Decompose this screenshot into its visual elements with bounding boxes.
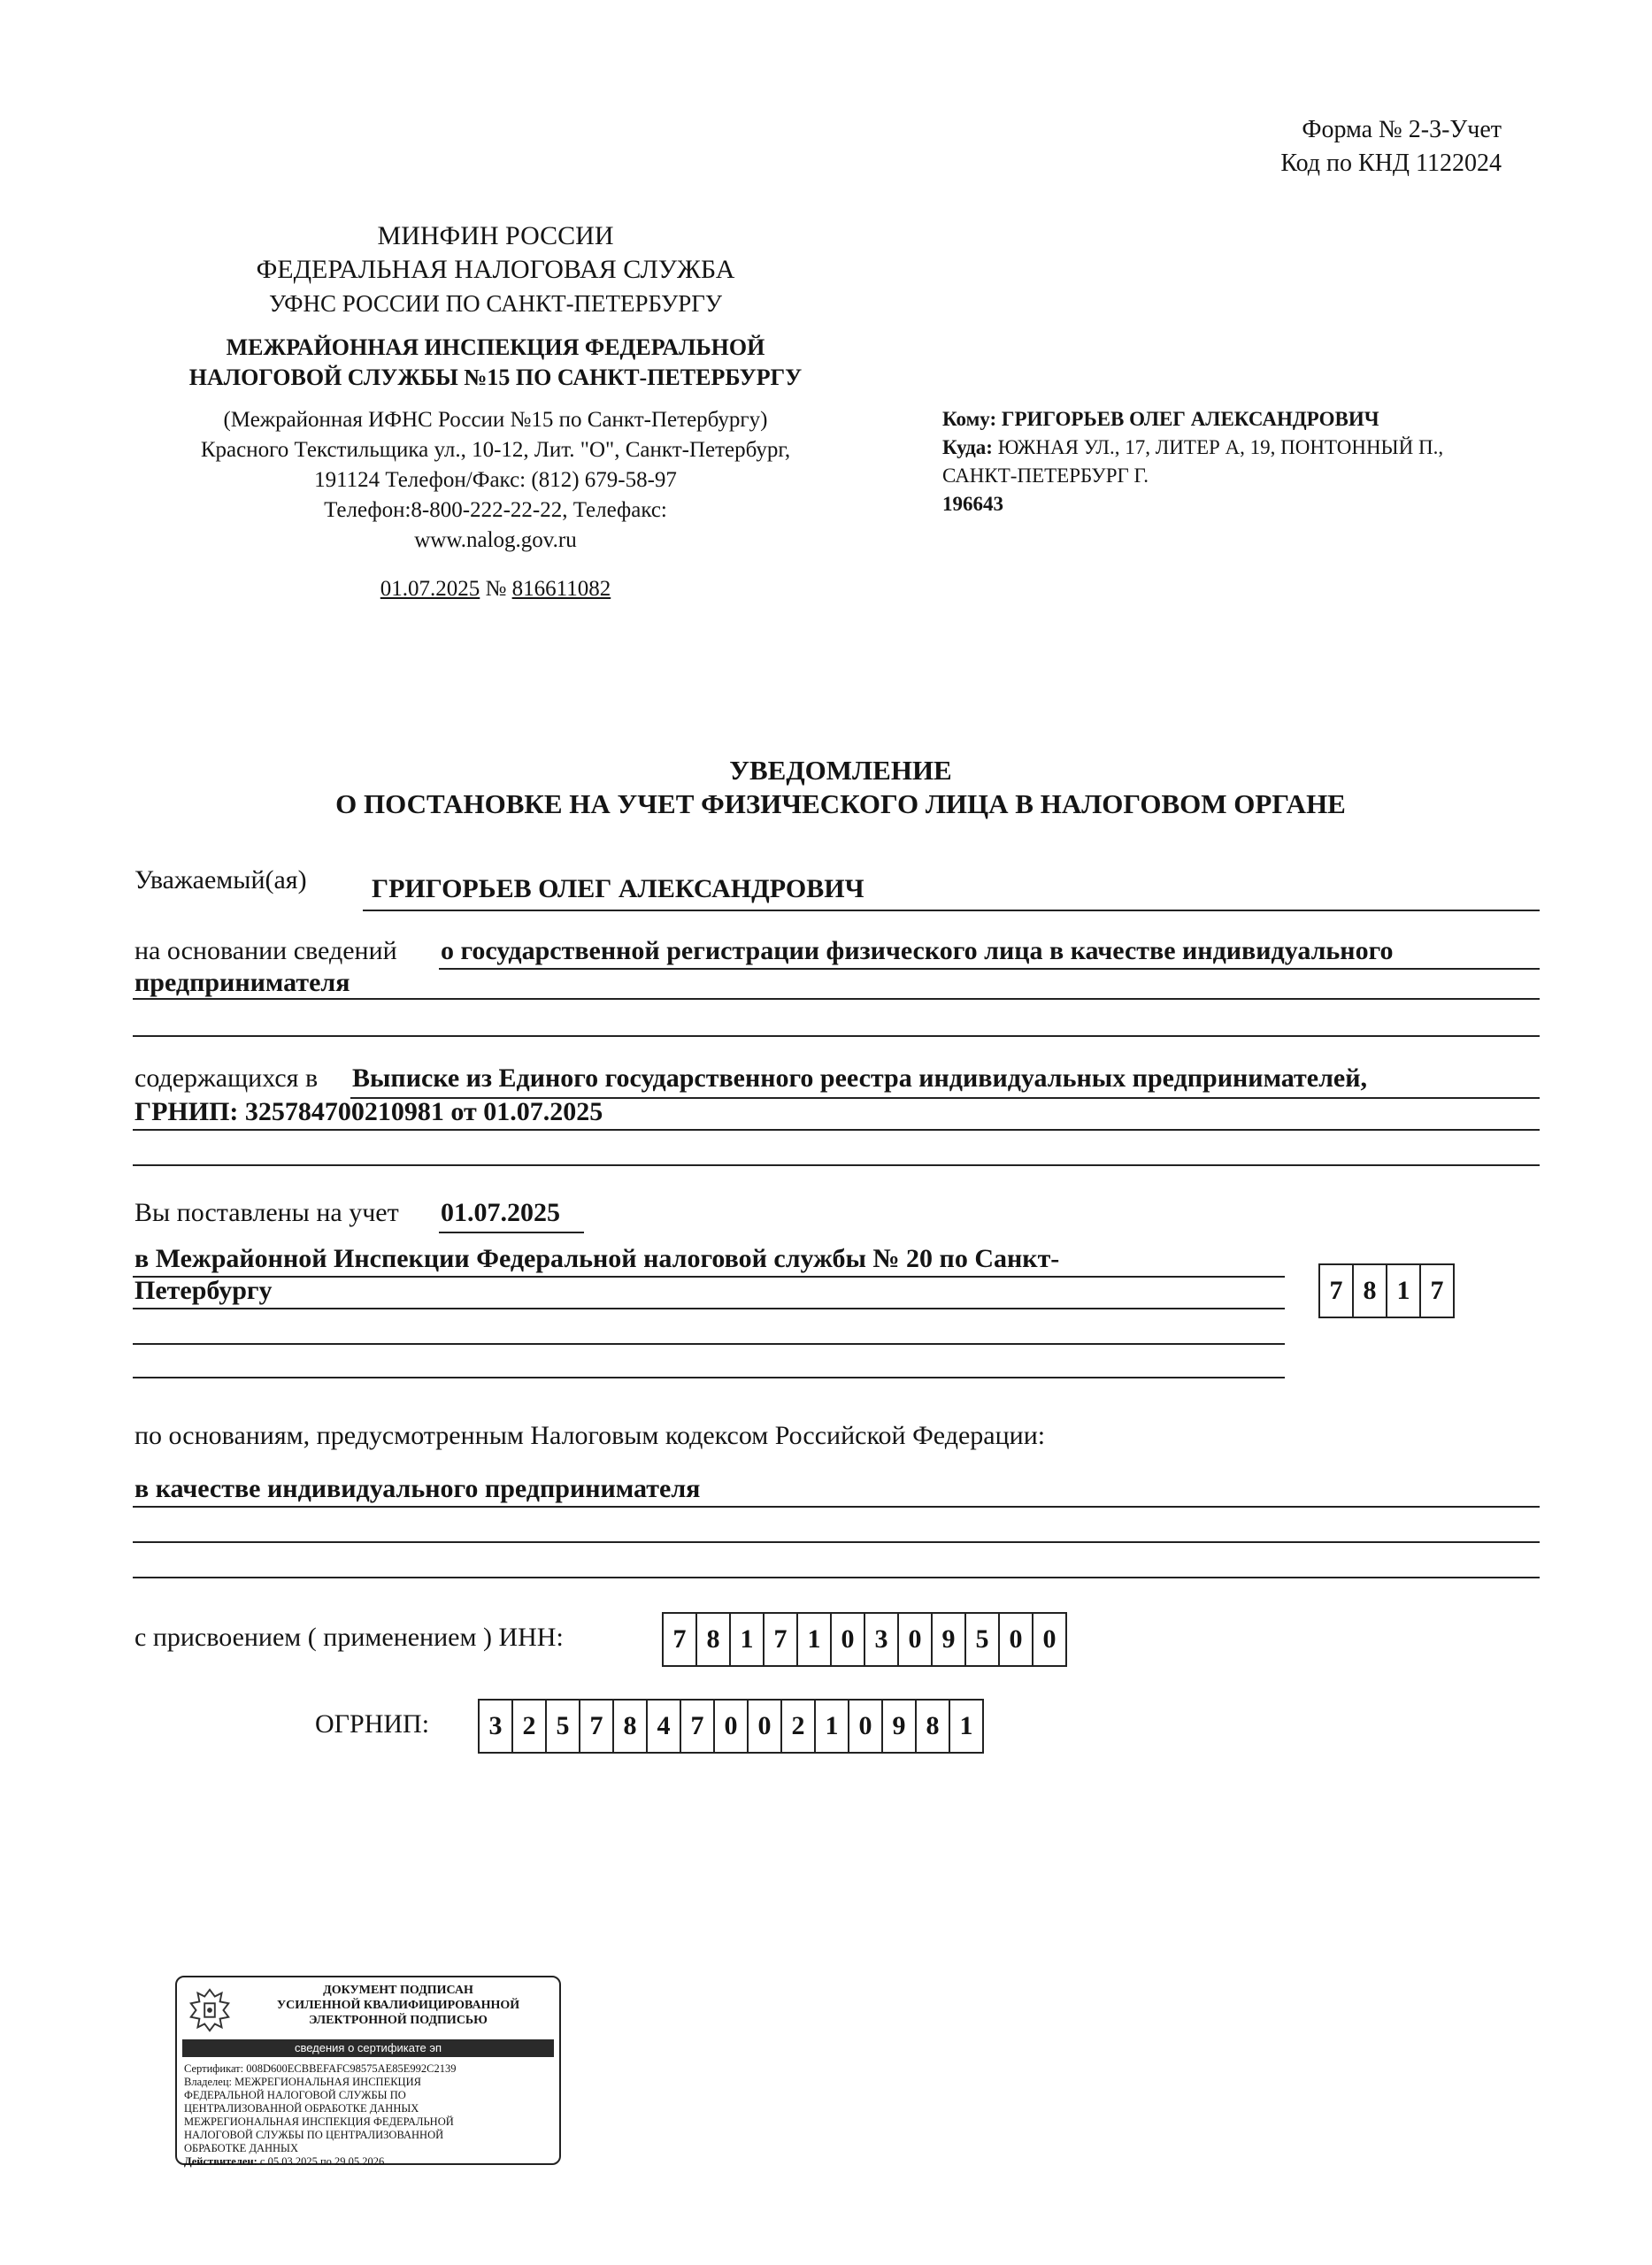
inn-digit: 7 — [763, 1614, 796, 1665]
ogrnip-digit: 0 — [848, 1701, 881, 1752]
inspection-underline3 — [133, 1343, 1285, 1345]
ogrnip-digit: 7 — [680, 1701, 713, 1752]
form-number: Форма № 2-3-Учет — [1302, 116, 1502, 143]
website: www.nalog.gov.ru — [414, 528, 577, 552]
inspection-name-line2: НАЛОГОВОЙ СЛУЖБЫ №15 ПО САНКТ-ПЕТЕРБУРГУ — [188, 365, 803, 390]
basis-underline1 — [439, 968, 1540, 970]
recipient-postcode: 196643 — [942, 493, 1003, 515]
ogrnip-digit: 2 — [511, 1701, 545, 1752]
owner-line1: МЕЖРЕГИОНАЛЬНАЯ ИНСПЕКЦИЯ — [234, 2076, 421, 2088]
inn-digit: 1 — [729, 1614, 763, 1665]
electronic-signature-stamp — [175, 1976, 561, 2168]
valid-label: Действителен: — [184, 2155, 257, 2168]
where-label: Куда: — [942, 436, 993, 458]
address-line2: Красного Текстильщика ул., 10-12, Лит. "О", Санкт-Петербург, — [200, 438, 791, 462]
ogrnip-digit: 0 — [713, 1701, 747, 1752]
inn-digit: 7 — [672, 1624, 687, 1654]
inn-digit: 0 — [897, 1614, 931, 1665]
ministry-name: МИНФИН РОССИИ — [377, 221, 614, 250]
ogrnip-digit: 9 — [881, 1701, 915, 1752]
title-line2: О ПОСТАНОВКЕ НА УЧЕТ ФИЗИЧЕСКОГО ЛИЦА В НАЛОГОВОМ ОРГАНЕ — [335, 788, 1346, 819]
inn-digit: 0 — [1032, 1614, 1065, 1665]
ogrnip-boxes — [478, 1699, 984, 1754]
owner-label: Владелец: — [184, 2076, 232, 2088]
contained-value-line2: ГРНИП: 325784700210981 от 01.07.2025 — [134, 1097, 603, 1126]
owner-line3: ЦЕНТРАЛИЗОВАННОЙ ОБРАБОТКЕ ДАННЫХ — [184, 2102, 419, 2115]
greeting-name: ГРИГОРЬЕВ ОЛЕГ АЛЕКСАНДРОВИЧ — [372, 874, 864, 903]
ogrnip-digit: 3 — [488, 1711, 503, 1740]
knd-code: Код по КНД 1122024 — [1280, 150, 1502, 177]
inspection-underline2 — [133, 1308, 1285, 1309]
grounds-underline3 — [133, 1577, 1540, 1578]
inspection-underline4 — [133, 1377, 1285, 1378]
ogrnip-digit: 1 — [814, 1701, 848, 1752]
grounds-underline1 — [133, 1506, 1540, 1508]
title-line1: УВЕДОМЛЕНИЕ — [729, 755, 952, 786]
registered-date-underline — [439, 1232, 584, 1233]
valid-value: с 05.03.2025 по 29.05.2026 — [259, 2155, 385, 2168]
basis-value-line1: о государственной регистрации физического лица в качестве индивидуального — [441, 936, 1394, 965]
recipient-address-line1: ЮЖНАЯ УЛ., 17, ЛИТЕР А, 19, ПОНТОННЫЙ П., — [997, 436, 1444, 458]
ogrnip-digit: 2 — [780, 1701, 814, 1752]
cert-value: 008D600ECBBEFAFC98575AE85E992C2139 — [246, 2062, 457, 2075]
registered-label: Вы поставлены на учет — [134, 1198, 399, 1227]
greeting-underline — [363, 910, 1540, 911]
stamp-heading-line1: ДОКУМЕНТ ПОДПИСАН — [323, 1984, 473, 1997]
form-identifier — [1280, 113, 1502, 180]
owner-line2: ФЕДЕРАЛЬНОЙ НАЛОГОВОЙ СЛУЖБЫ ПО — [184, 2089, 406, 2101]
owner-line6: ОБРАБОТКЕ ДАННЫХ — [184, 2142, 298, 2154]
inn-digit: 3 — [864, 1614, 897, 1665]
recipient-block — [942, 405, 1518, 518]
inspection-line1: в Межрайонной Инспекции Федеральной налоговой службы № 20 по Санкт- — [134, 1244, 1060, 1273]
ogrnip-label: ОГРНИП: — [315, 1709, 430, 1739]
certificate-details — [184, 2062, 556, 2169]
cert-label: Сертификат: — [184, 2062, 244, 2075]
inspection-code-boxes — [1318, 1263, 1455, 1318]
inn-boxes — [662, 1612, 1067, 1667]
grounds-value: в качестве индивидуального предпринимателя — [134, 1474, 701, 1503]
address-line4: Телефон:8-800-222-22-22, Телефакс: — [324, 498, 667, 522]
owner-line4: МЕЖРЕГИОНАЛЬНАЯ ИНСПЕКЦИЯ ФЕДЕРАЛЬНОЙ — [184, 2115, 454, 2128]
recipient-name: ГРИГОРЬЕВ ОЛЕГ АЛЕКСАНДРОВИЧ — [1001, 408, 1379, 430]
grounds-label: по основаниям, предусмотренным Налоговым кодексом Российской Федерации: — [134, 1421, 1046, 1450]
ogrnip-digit: 5 — [545, 1701, 579, 1752]
inn-label: с присвоением ( применением ) ИНН: — [134, 1623, 564, 1652]
inn-digit: 5 — [964, 1614, 998, 1665]
inn-digit: 9 — [931, 1614, 964, 1665]
contained-value-line1: Выписке из Единого государственного реестра индивидуальных предпринимателей, — [352, 1063, 1368, 1093]
code-digit: 1 — [1386, 1265, 1419, 1317]
inn-digit: 0 — [830, 1614, 864, 1665]
ogrnip-digit: 0 — [747, 1701, 780, 1752]
greeting-label: Уважаемый(ая) — [134, 865, 307, 894]
basis-value-line2: предпринимателя — [134, 968, 350, 997]
inn-digit: 0 — [998, 1614, 1032, 1665]
service-name: ФЕДЕРАЛЬНАЯ НАЛОГОВАЯ СЛУЖБА — [256, 255, 735, 284]
regional-office: УФНС РОССИИ ПО САНКТ-ПЕТЕРБУРГУ — [269, 290, 722, 317]
outgoing-number — [133, 577, 858, 602]
code-digit: 7 — [1419, 1265, 1453, 1317]
owner-line5: НАЛОГОВОЙ СЛУЖБЫ ПО ЦЕНТРАЛИЗОВАННОЙ — [184, 2129, 444, 2141]
coat-of-arms-icon — [184, 1985, 235, 2036]
stamp-heading-line3: ЭЛЕКТРОННОЙ ПОДПИСЬЮ — [309, 2014, 488, 2027]
ogrnip-digit: 8 — [612, 1701, 646, 1752]
address-line3: 191124 Телефон/Факс: (812) 679-58-97 — [314, 468, 677, 492]
contained-underline3 — [133, 1164, 1540, 1166]
code-digit: 7 — [1329, 1276, 1343, 1305]
ogrnip-digit: 4 — [646, 1701, 680, 1752]
number-sign: № — [485, 577, 507, 601]
contained-underline2 — [133, 1129, 1540, 1131]
recipient-address-line2: САНКТ-ПЕТЕРБУРГ Г. — [942, 465, 1149, 487]
address-line1: (Межрайонная ИФНС России №15 по Санкт-Петербургу) — [223, 408, 768, 432]
registered-date: 01.07.2025 — [441, 1198, 560, 1227]
document-title — [133, 754, 1548, 821]
code-digit: 8 — [1352, 1265, 1386, 1317]
ogrnip-digit: 7 — [579, 1701, 612, 1752]
inn-digit: 8 — [695, 1614, 729, 1665]
inspection-underline1 — [133, 1276, 1285, 1278]
stamp-heading — [248, 1983, 549, 2028]
outgoing-number-value: 816611082 — [511, 577, 611, 601]
ogrnip-digit: 1 — [949, 1701, 982, 1752]
inspection-line2: Петербургу — [134, 1276, 273, 1305]
contained-label: содержащихся в — [134, 1063, 319, 1093]
stamp-heading-line2: УСИЛЕННОЙ КВАЛИФИЦИРОВАННОЙ — [276, 1999, 520, 2012]
basis-underline2 — [133, 998, 1540, 1000]
certificate-info-bar: сведения о сертификате эп — [182, 2039, 554, 2057]
basis-label: на основании сведений — [134, 936, 397, 965]
grounds-underline2 — [133, 1541, 1540, 1543]
issuing-authority — [133, 219, 858, 556]
to-label: Кому: — [942, 408, 997, 430]
outgoing-date: 01.07.2025 — [380, 577, 480, 601]
inspection-name-line1: МЕЖРАЙОННАЯ ИНСПЕКЦИЯ ФЕДЕРАЛЬНОЙ — [226, 334, 765, 360]
ogrnip-digit: 8 — [915, 1701, 949, 1752]
inn-digit: 1 — [796, 1614, 830, 1665]
basis-underline3 — [133, 1035, 1540, 1037]
